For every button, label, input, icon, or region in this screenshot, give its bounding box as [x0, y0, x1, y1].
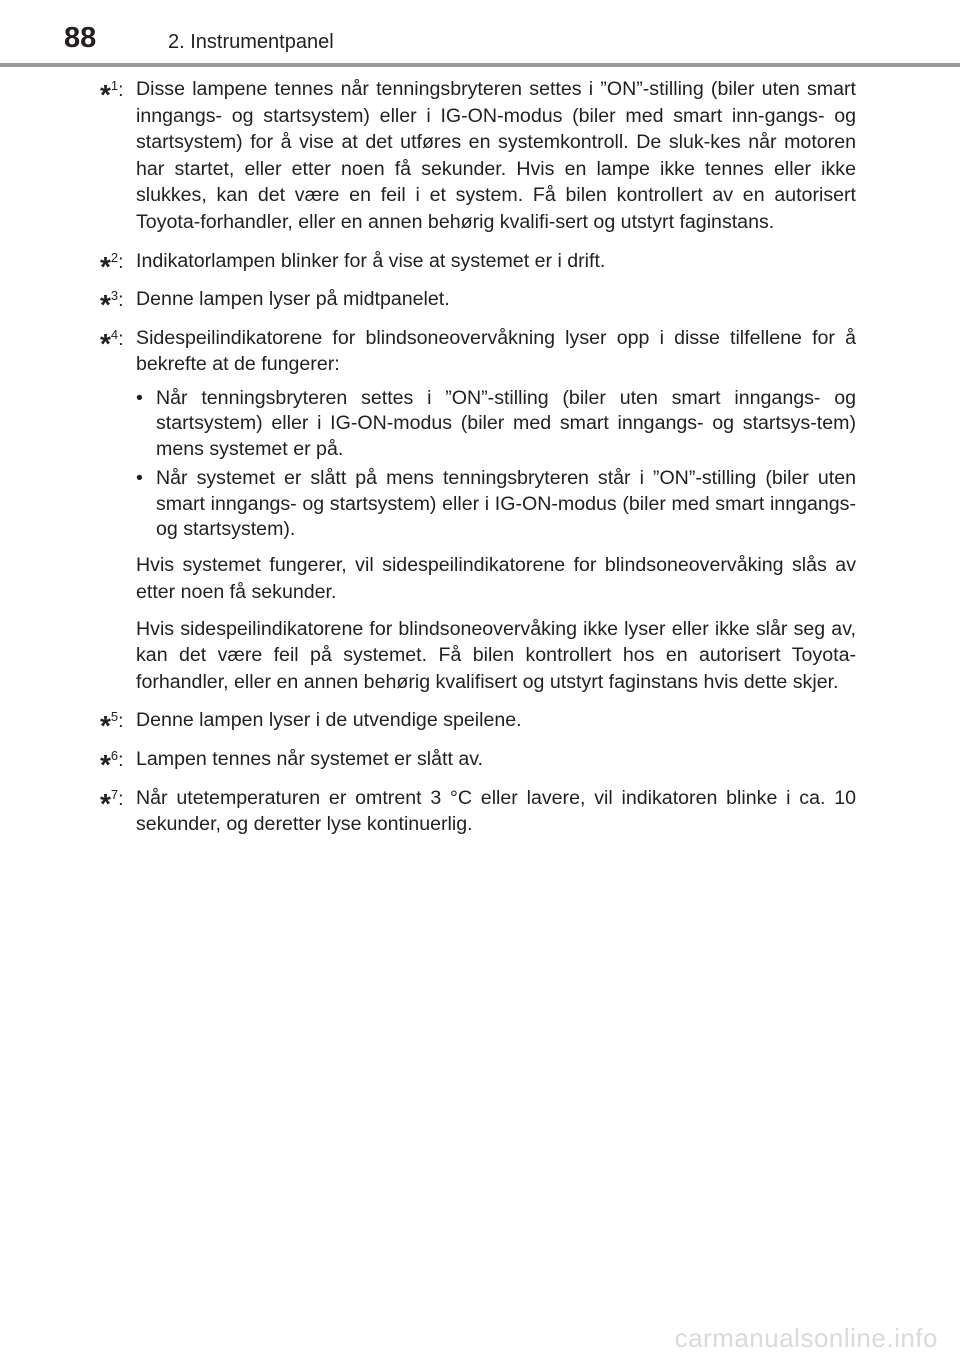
bullet-item — [136, 466, 856, 542]
paragraph: Hvis sidespeilindikatorene for blindsoneovervåking ikke lyser eller ikke slår seg av, kan det være feil på systemet. Få bilen kontrollert hos en autorisert Toyota-forhandler, eller en annen behørig kvalifisert og utstyrt faginstans hvis dette skjer. — [136, 617, 856, 693]
footnote-text: Når utetemperaturen er omtrent 3 °C eller lavere, vil indikatoren blinke i ca. 10 sekunder, og deretter lyse kontinuerlig. — [136, 786, 856, 836]
paragraph: Hvis systemet fungerer, vil sidespeilindikatorene for blindsoneovervåking slås av etter noen få sekunder. — [136, 554, 856, 603]
footnote-marker: *$^5$: — [100, 709, 124, 742]
footnote-marker: *$^1$: — [100, 78, 124, 110]
footnote-text: Lampen tennes når systemet er slått av. — [136, 747, 484, 770]
footnote-5 — [100, 707, 856, 742]
footnote-2 — [100, 248, 856, 282]
section-title: 2. Instrumentpanel — [168, 31, 334, 53]
bullet-dot: • — [136, 467, 143, 490]
footnote-marker: *$^2$: — [100, 249, 124, 282]
footnote-marker: *$^6$: — [100, 747, 124, 780]
footnote-marker: *$^4$: — [100, 326, 124, 359]
footnote-1 — [100, 76, 856, 236]
bullet-list — [136, 386, 856, 542]
bullet-text: Når systemet er slått på mens tenningsbryteren står i ”ON”-stilling (biler uten smart inngangs- og startsystem) eller i IG-ON-modus (biler med smart inngangs- og startsystem). — [156, 467, 856, 540]
footnote-marker: *$^3$: — [100, 288, 124, 321]
footnote-text: Denne lampen lyser på midtpanelet. — [136, 288, 450, 311]
bullet-text: Når tenningsbryteren settes i ”ON”-stilling (biler uten smart inngangs- og startsystem) eller i IG-ON-modus (biler med smart inngangs- og startsys-tem) mens systemet er på. — [156, 386, 856, 460]
watermark: carmanualsonline.info — [674, 1323, 938, 1353]
page-number: 88 — [64, 22, 97, 54]
bullet-dot: • — [136, 386, 143, 409]
bullet-item — [136, 386, 856, 462]
footnote-text: Indikatorlampen blinker for å vise at systemet er i drift. — [136, 249, 606, 272]
header-rule — [0, 63, 960, 67]
footnote-3 — [100, 286, 856, 321]
footnote-text: Disse lampene tennes når tenningsbryteren settes i ”ON”-stilling (biler uten smart inngangs- og startsystem) eller i IG-ON-modus (biler med smart inn-gangs- og startsystem) for å vise at det utføres en systemkontroll. De sluk-kes når motoren har startet, eller etter noen få sekunder. Hvis en lampe ikke tennes eller ikke slukkes, kan det være en feil i et system. Få bilen kontrollert av en autorisert Toyota-forhandler, eller en annen behørig kvalifi-sert og utstyrt faginstans. — [136, 78, 856, 233]
footnote-6 — [100, 746, 856, 780]
footnote-text: Denne lampen lyser i de utvendige speilene. — [136, 709, 522, 732]
footnote-4 — [100, 325, 856, 696]
footnote-7 — [100, 785, 856, 838]
footnote-text: Sidespeilindikatorene for blindsoneovervåkning lyser opp i disse tilfellene for å bekrefte at de fungerer: — [136, 326, 856, 376]
footnote-marker: *$^7$: — [100, 786, 124, 819]
footnotes-list — [100, 76, 856, 850]
